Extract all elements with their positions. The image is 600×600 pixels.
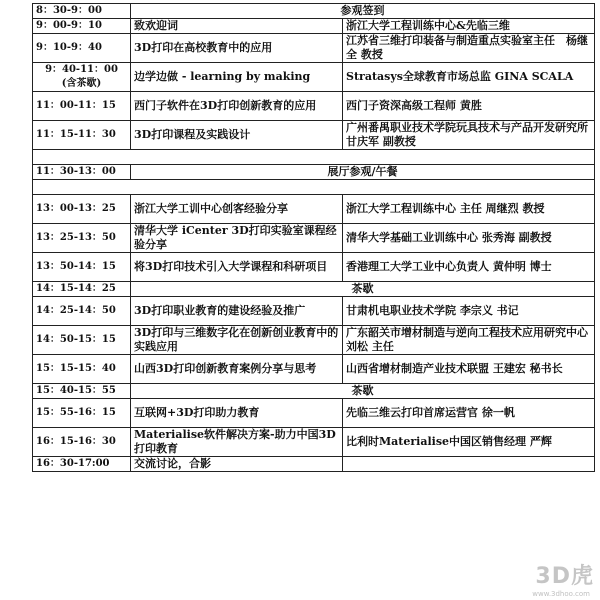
session-label: 展厅参观/午餐 — [131, 165, 595, 180]
speaker-cell: 浙江大学工程训练中心&先临三维 — [343, 19, 595, 34]
topic-cell: 浙江大学工训中心创客经验分享 — [131, 195, 343, 224]
agenda-row — [33, 19, 595, 34]
speaker-cell: 浙江大学工程训练中心 主任 周继烈 教授 — [343, 195, 595, 224]
time-cell: 15：40-15：55 — [33, 384, 131, 399]
agenda-row — [33, 150, 595, 165]
topic-cell: 山西3D打印创新教育案例分享与思考 — [131, 355, 343, 384]
topic-cell: 边学边做 - learning by making — [131, 63, 343, 92]
agenda-row — [33, 428, 595, 457]
topic-cell: 3D打印职业教育的建设经验及推广 — [131, 297, 343, 326]
time-cell: 11：30-13：00 — [33, 165, 131, 180]
watermark-logo — [464, 564, 594, 598]
blank-row-cell — [33, 180, 595, 195]
speaker-cell: 先临三维云打印首席运营官 徐一帆 — [343, 399, 595, 428]
speaker-cell: Stratasys全球教育市场总监 GINA SCALA — [343, 63, 595, 92]
agenda-row — [33, 92, 595, 121]
speaker-cell: 香港理工大学工业中心负责人 黄仲明 博士 — [343, 253, 595, 282]
time-cell — [33, 63, 131, 92]
time-note: (含茶歇) — [61, 78, 102, 89]
agenda-body — [33, 4, 595, 472]
topic-cell: 致欢迎词 — [131, 19, 343, 34]
speaker-cell: 广东韶关市增材制造与逆向工程技术应用研究中心 刘松 主任 — [343, 326, 595, 355]
time-cell: 9：00-9：10 — [33, 19, 131, 34]
agenda-row — [33, 165, 595, 180]
time-cell: 14：50-15：15 — [33, 326, 131, 355]
speaker-cell — [343, 457, 595, 472]
topic-cell: 将3D打印技术引入大学课程和科研项目 — [131, 253, 343, 282]
agenda-row — [33, 399, 595, 428]
time-cell: 14：25-14：50 — [33, 297, 131, 326]
time-cell: 13：00-13：25 — [33, 195, 131, 224]
topic-cell: 西门子软件在3D打印创新教育的应用 — [131, 92, 343, 121]
watermark-url: www.3dhoo.com — [532, 590, 590, 598]
time-cell: 14：15-14：25 — [33, 282, 131, 297]
time-range: 9：40-11：00 — [45, 64, 118, 75]
agenda-row — [33, 326, 595, 355]
speaker-cell: 甘肃机电职业技术学院 李宗义 书记 — [343, 297, 595, 326]
speaker-cell: 江苏省三维打印装备与制造重点实验室主任 杨继全 教授 — [343, 34, 595, 63]
agenda-row — [33, 457, 595, 472]
time-cell: 15：55-16：15 — [33, 399, 131, 428]
agenda-row — [33, 195, 595, 224]
agenda-row — [33, 355, 595, 384]
session-label: 茶歇 — [131, 384, 595, 399]
agenda-row — [33, 180, 595, 195]
agenda-row — [33, 282, 595, 297]
agenda-row — [33, 121, 595, 150]
time-cell: 13：50-14：15 — [33, 253, 131, 282]
watermark-text: 3D虎 — [535, 564, 594, 589]
speaker-cell: 清华大学基础工业训练中心 张秀海 副教授 — [343, 224, 595, 253]
topic-cell: 3D打印在高校教育中的应用 — [131, 34, 343, 63]
blank-row-cell — [33, 150, 595, 165]
agenda-row — [33, 4, 595, 19]
agenda-table — [32, 3, 595, 472]
time-cell: 8：30-9：00 — [33, 4, 131, 19]
time-cell: 16：15-16：30 — [33, 428, 131, 457]
session-label: 茶歇 — [131, 282, 595, 297]
time-cell: 9：10-9：40 — [33, 34, 131, 63]
agenda-row — [33, 297, 595, 326]
agenda-row — [33, 34, 595, 63]
agenda-row — [33, 384, 595, 399]
topic-cell: 交流讨论，合影 — [131, 457, 343, 472]
speaker-cell: 山西省增材制造产业技术联盟 王建宏 秘书长 — [343, 355, 595, 384]
time-cell: 15：15-15：40 — [33, 355, 131, 384]
topic-cell: Materialise软件解决方案-助力中国3D打印教育 — [131, 428, 343, 457]
speaker-cell: 西门子资深高级工程师 黄胜 — [343, 92, 595, 121]
time-cell: 11：15-11：30 — [33, 121, 131, 150]
agenda-row — [33, 63, 595, 92]
agenda-row — [33, 253, 595, 282]
topic-cell: 3D打印课程及实践设计 — [131, 121, 343, 150]
topic-cell: 清华大学 iCenter 3D打印实验室课程经验分享 — [131, 224, 343, 253]
topic-cell: 互联网+3D打印助力教育 — [131, 399, 343, 428]
time-cell: 11：00-11：15 — [33, 92, 131, 121]
speaker-cell: 比利时Materialise中国区销售经理 严辉 — [343, 428, 595, 457]
speaker-cell: 广州番禺职业技术学院玩具技术与产品开发研究所 甘庆军 副教授 — [343, 121, 595, 150]
time-cell: 16：30-17:00 — [33, 457, 131, 472]
time-cell: 13：25-13：50 — [33, 224, 131, 253]
agenda-row — [33, 224, 595, 253]
topic-cell: 3D打印与三维数字化在创新创业教育中的实践应用 — [131, 326, 343, 355]
session-label: 参观签到 — [131, 4, 595, 19]
